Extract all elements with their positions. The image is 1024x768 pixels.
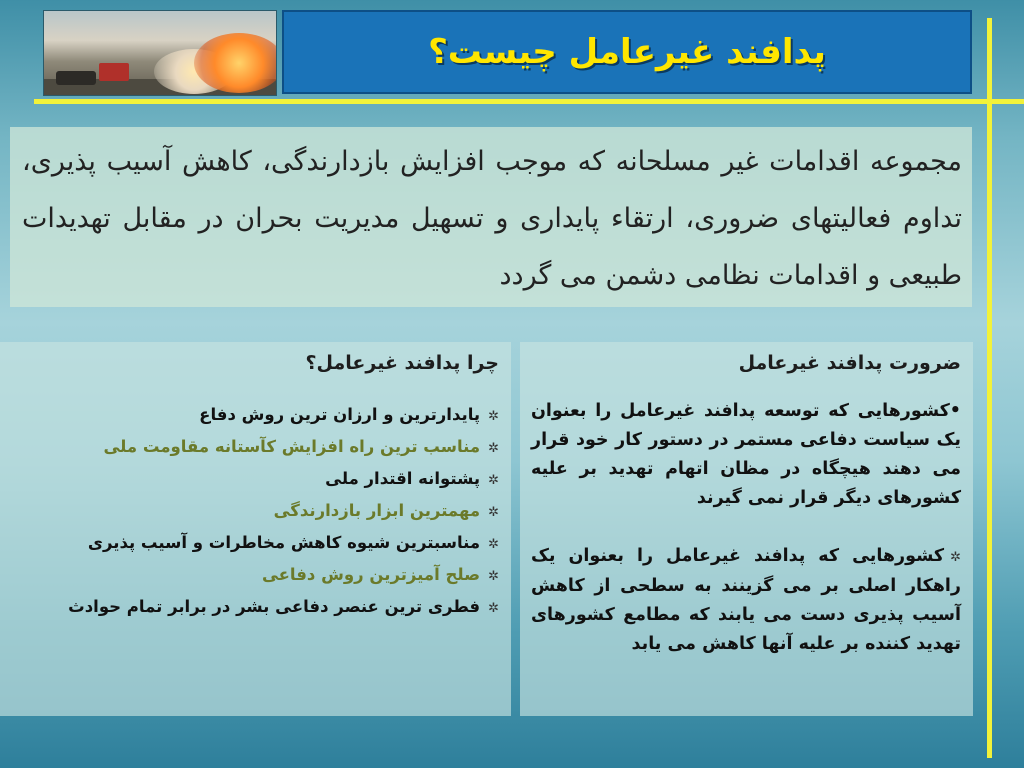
asterisk-icon: ✲: [488, 441, 499, 456]
asterisk-icon: ✲: [488, 537, 499, 552]
asterisk-icon: ✲: [488, 505, 499, 520]
need-paragraph-2: ✲کشورهایی که پدافند غیرعامل را بعنوان یک راهکار اصلی بر می گزینند به سطحی از کاهش آسیب پذیری دست می یابند که مطامع کشورهای تهدید کننده بر علیه آنها کاهش می یابد: [531, 546, 961, 654]
asterisk-icon: ✲: [488, 601, 499, 616]
fire-training-photo: [43, 10, 277, 96]
why-item: ✲مناسبترین شیوه کاهش مخاطرات و آسیب پذیری: [87, 533, 499, 552]
asterisk-icon: ✲: [488, 569, 499, 584]
firefighters: [56, 71, 96, 85]
why-item: ✲صلح آمیزترین روش دفاعی: [261, 565, 499, 584]
why-list: [9, 400, 499, 624]
asterisk-icon: ✲: [950, 550, 961, 565]
why-item: ✲پشتوانه اقتدار ملی: [325, 469, 499, 488]
title-banner: [282, 10, 972, 94]
why-heading: چرا پدافند غیرعامل؟: [305, 352, 499, 374]
vertical-accent-line: [987, 18, 992, 758]
fire-flames: [194, 33, 277, 93]
horizontal-accent-line: [34, 99, 1024, 104]
why-item: ✲فطری ترین عنصر دفاعی بشر در برابر تمام حوادث: [68, 597, 499, 616]
fire-truck: [99, 63, 129, 81]
why-item: ✲پایدارترین و ارزان ترین روش دفاع: [199, 405, 499, 424]
why-panel: [0, 342, 511, 716]
need-panel: [520, 342, 973, 716]
definition-box: [10, 127, 972, 307]
definition-text: مجموعه اقدامات غیر مسلحانه که موجب افزایش بازدارندگی، کاهش آسیب پذیری، تداوم فعالیتهای ضروری، ارتقاء پایداری و تسهیل مدیریت بحران در مقابل تهدیدات طبیعی و اقدامات نظامی دشمن می گردد: [22, 146, 962, 291]
need-heading: ضرورت پدافند غیرعامل: [738, 352, 961, 374]
slide-title: پدافند غیرعامل چیست؟: [428, 32, 826, 72]
need-paragraph-1: •کشورهایی که توسعه پدافند غیرعامل را بعنوان یک سیاست دفاعی مستمر در دستور کار خود قرار می دهند هیچگاه در مظان اتهام تهدید بر علیه کشورهای دیگر قرار نمی گیرند: [531, 401, 961, 508]
asterisk-icon: ✲: [488, 473, 499, 488]
asterisk-icon: ✲: [488, 409, 499, 424]
why-item: ✲مناسب ترین راه افزایش کآستانه مقاومت ملی: [103, 437, 499, 456]
why-item: ✲مهمترین ابزار بازدارندگی: [273, 501, 499, 520]
